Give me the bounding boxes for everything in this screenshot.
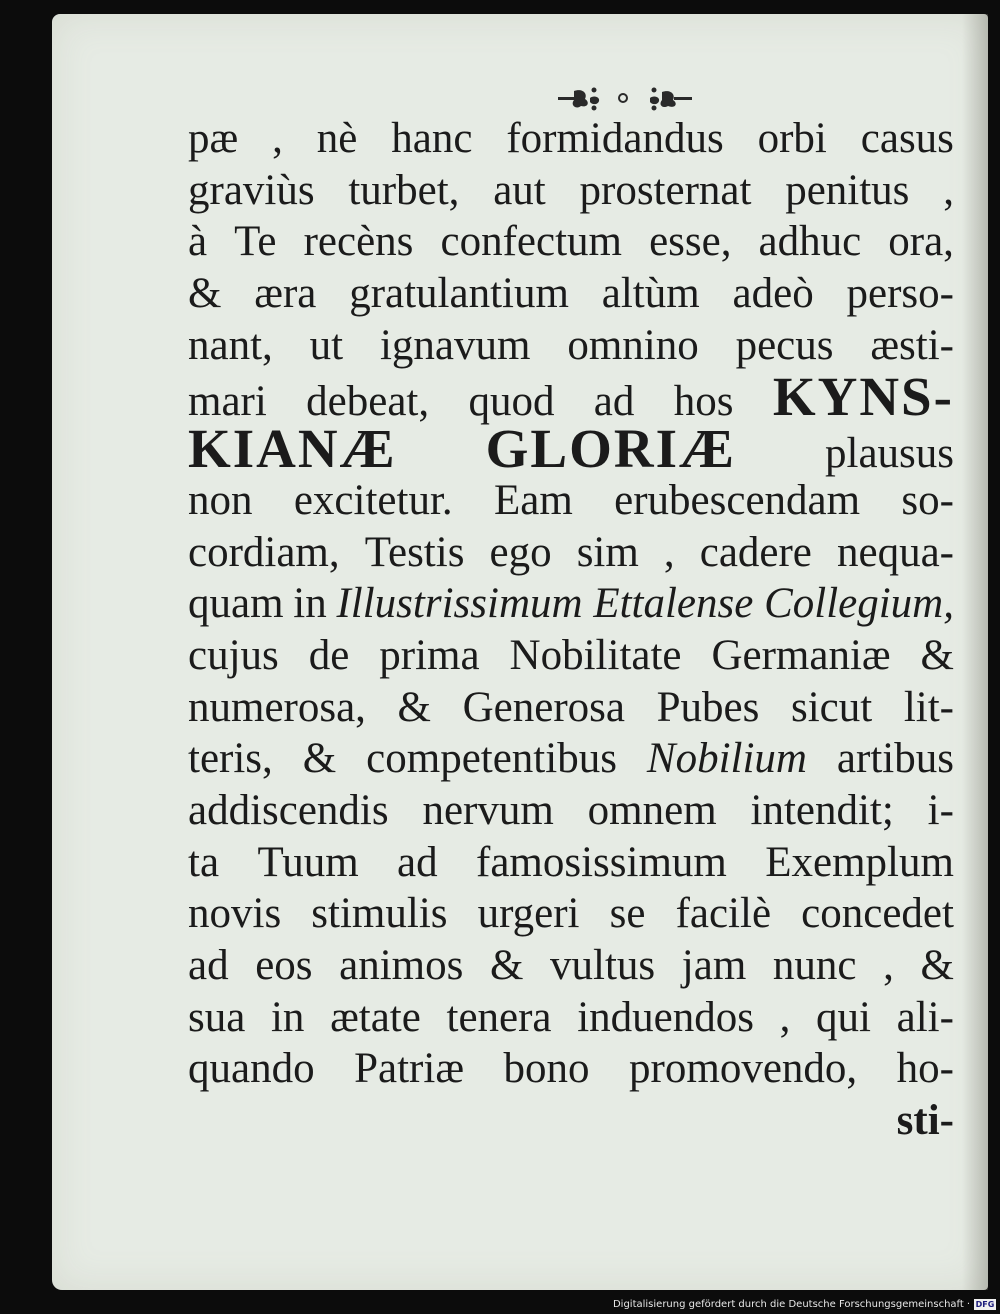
word: ad	[397, 838, 438, 886]
word: tenera	[446, 993, 552, 1041]
word: omnem	[587, 786, 717, 834]
word: quam	[188, 580, 284, 628]
text-line	[188, 165, 954, 217]
word: recèns	[303, 218, 414, 266]
footer-credit: Digitalisierung gefördert durch die Deutsche Forschungsgemeinschaft	[612, 1298, 964, 1310]
text-line	[188, 785, 954, 837]
word: casus	[860, 115, 954, 162]
word: formidandus	[506, 115, 724, 162]
word: ,	[779, 993, 791, 1041]
word: artibus	[836, 735, 954, 783]
text-line	[188, 475, 954, 527]
word: ignavum	[379, 321, 531, 369]
word: ego	[489, 528, 552, 576]
text-line	[188, 320, 954, 372]
word: ,	[272, 115, 283, 162]
word: orbi	[757, 115, 827, 162]
word: perso-	[846, 270, 954, 318]
word: graviùs	[188, 166, 315, 214]
word: adhuc	[758, 218, 862, 266]
footer-separator: ·	[966, 1298, 970, 1310]
word: ta	[188, 838, 220, 886]
word: concedet	[801, 890, 954, 938]
word: nant,	[188, 321, 273, 369]
word: æra	[254, 270, 317, 318]
word: Germaniæ	[711, 631, 891, 679]
word: plausus	[825, 430, 954, 478]
word: Testis	[364, 528, 465, 576]
text-line	[188, 113, 954, 165]
word: pecus	[735, 321, 834, 369]
word: numerosa,	[188, 683, 366, 731]
word: lit-	[903, 683, 954, 731]
word: penitus	[785, 166, 910, 214]
word: ,	[943, 166, 954, 214]
word: urgeri	[477, 890, 580, 938]
word: prima	[379, 631, 480, 679]
word: à	[188, 218, 208, 266]
word: cadere	[699, 528, 812, 576]
text-line	[188, 733, 954, 785]
word: Patriæ	[354, 1045, 465, 1093]
capital-name: GLORIÆ	[485, 418, 736, 480]
word: &	[489, 942, 524, 989]
word: ho-	[896, 1045, 954, 1093]
word: Eam	[493, 476, 573, 524]
text-line	[188, 682, 954, 734]
word: Tuum	[257, 838, 359, 886]
word: aut	[493, 166, 546, 214]
digitization-footer	[608, 1297, 996, 1311]
word: sicut	[790, 683, 873, 731]
word: altùm	[601, 270, 700, 318]
word: ,	[663, 528, 675, 576]
word: &	[920, 631, 954, 679]
text-line	[188, 527, 954, 579]
word: Pubes	[656, 683, 760, 731]
word: ad	[188, 942, 229, 989]
word: eos	[255, 942, 313, 989]
word: stimulis	[311, 890, 448, 938]
word: intendit;	[750, 786, 894, 834]
word: addiscendis	[188, 786, 389, 834]
word: esse,	[649, 218, 732, 266]
word: jam	[681, 942, 747, 989]
word: excitetur.	[293, 476, 453, 524]
word: debeat,	[306, 378, 430, 426]
page-edge-shadow	[962, 14, 988, 1290]
word: ,	[883, 942, 894, 989]
word: nè	[316, 115, 358, 162]
word: mari	[188, 378, 267, 426]
word: teris,	[188, 735, 273, 783]
catchword: sti-	[896, 1097, 954, 1145]
word: hanc	[391, 115, 473, 162]
word: in	[293, 580, 327, 628]
word: quando	[188, 1045, 315, 1093]
text-line	[188, 1043, 954, 1095]
word: se	[609, 890, 646, 938]
word: ad	[593, 378, 635, 426]
word: nequa-	[836, 528, 954, 576]
word: gratulantium	[349, 270, 569, 318]
word: novis	[188, 890, 282, 938]
word: ætate	[330, 993, 421, 1041]
body-text	[188, 113, 954, 1147]
word: i-	[927, 786, 954, 834]
word: Te	[234, 218, 277, 266]
capital-name: KYNS-	[772, 366, 954, 428]
word: in	[270, 993, 305, 1041]
capital-name: KIANÆ	[188, 418, 397, 480]
word: ut	[309, 321, 344, 369]
text-line	[188, 630, 954, 682]
word: facilè	[675, 890, 772, 938]
italic-phrase: Nobilium	[646, 735, 807, 783]
word: cujus	[188, 631, 279, 679]
word: vultus	[550, 942, 656, 989]
printer-ornament-icon	[554, 78, 694, 118]
word: sim	[576, 528, 639, 576]
word: adeò	[732, 270, 814, 318]
word: Generosa	[462, 683, 625, 731]
word: Nobilitate	[509, 631, 682, 679]
catchword-line	[188, 1095, 954, 1147]
text-line	[188, 940, 954, 992]
word: non	[188, 476, 253, 524]
text-line	[188, 216, 954, 268]
word: turbet,	[348, 166, 460, 214]
text-line	[188, 837, 954, 889]
word: promovendo,	[629, 1045, 858, 1093]
text-line	[188, 578, 954, 630]
word: confectum	[440, 218, 622, 266]
word: competentibus	[366, 735, 617, 783]
word: prosternat	[579, 166, 752, 214]
text-line	[188, 366, 954, 428]
word: qui	[816, 993, 871, 1041]
text-line	[188, 268, 954, 320]
word: nervum	[422, 786, 554, 834]
word: hos	[673, 378, 734, 426]
word: cordiam,	[188, 528, 340, 576]
word: famosissimum	[476, 838, 727, 886]
word: sua	[188, 993, 246, 1041]
word: omnino	[567, 321, 699, 369]
word: nunc	[772, 942, 857, 989]
word: de	[308, 631, 350, 679]
word: induendos	[577, 993, 754, 1041]
word: quod	[468, 378, 555, 426]
text-line	[188, 992, 954, 1044]
word: pæ	[188, 115, 239, 162]
word: so-	[901, 476, 954, 524]
word: æsti-	[870, 321, 954, 369]
text-line	[188, 418, 954, 480]
italic-phrase: Illustrissimum Ettalense Collegium,	[336, 580, 954, 628]
book-page	[52, 14, 988, 1290]
word: animos	[339, 942, 464, 989]
word: &	[302, 735, 337, 783]
text-line	[188, 888, 954, 940]
word: &	[397, 683, 431, 731]
word: erubescendam	[614, 476, 861, 524]
word: ali-	[896, 993, 954, 1041]
dfg-logo-icon: DFG	[975, 1299, 995, 1309]
word: &	[188, 270, 222, 318]
word: bono	[503, 1045, 590, 1093]
word: Exemplum	[765, 838, 954, 886]
word: &	[920, 942, 954, 989]
word: ora,	[888, 218, 954, 266]
